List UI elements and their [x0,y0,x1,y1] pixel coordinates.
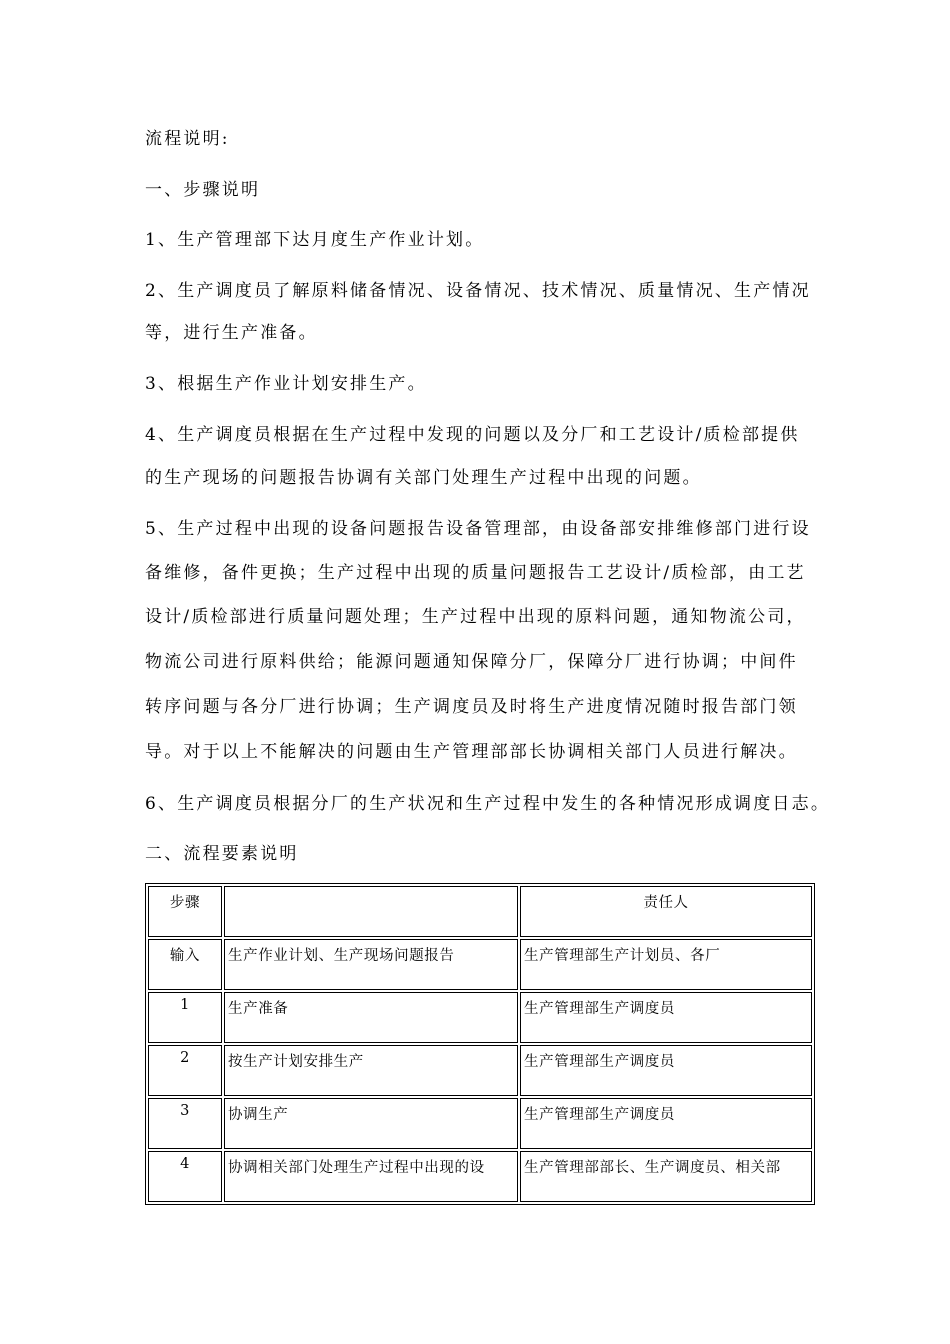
step-cell: 输入 [148,939,222,990]
step-paragraph-5-line-2: 备维修，备件更换；生产过程中出现的质量问题报告工艺设计/质检部，由工艺 [145,563,806,583]
description-cell: 协调生产 [224,1098,518,1149]
step-paragraph-5-line-6: 导。对于以上不能解决的问题由生产管理部部长协调相关部门人员进行解决。 [145,742,798,762]
header-step: 步骤 [148,886,222,937]
step-cell: 2 [148,1045,222,1096]
step-paragraph-2-line-2: 等，进行生产准备。 [145,323,318,343]
description-cell: 生产准备 [224,992,518,1043]
step-paragraph-3: 3、根据生产作业计划安排生产。 [145,374,427,394]
table-header-row [148,886,812,937]
step-paragraph-2-line-1: 2、生产调度员了解原料储备情况、设备情况、技术情况、质量情况、生产情况 [145,281,811,301]
table-row [148,1045,812,1096]
header-owner: 责任人 [520,886,812,937]
section-heading-steps: 一、步骤说明 [145,180,261,200]
step-paragraph-1: 1、生产管理部下达月度生产作业计划。 [145,230,485,250]
header-description [224,886,518,937]
table-row [148,1098,812,1149]
description-cell: 生产作业计划、生产现场问题报告 [224,939,518,990]
owner-cell: 生产管理部部长、生产调度员、相关部 [520,1151,812,1202]
owner-cell: 生产管理部生产计划员、各厂 [520,939,812,990]
step-cell: 3 [148,1098,222,1149]
step-paragraph-5-line-4: 物流公司进行原料供给；能源问题通知保障分厂，保障分厂进行协调；中间件 [145,652,798,672]
step-cell: 1 [148,992,222,1043]
owner-cell: 生产管理部生产调度员 [520,1098,812,1149]
step-paragraph-5-line-5: 转序问题与各分厂进行协调；生产调度员及时将生产进度情况随时报告部门领 [145,697,798,717]
section-heading-elements: 二、流程要素说明 [145,844,299,864]
step-paragraph-5-line-1: 5、生产过程中出现的设备问题报告设备管理部，由设备部安排维修部门进行设 [145,519,811,539]
step-paragraph-4-line-1: 4、生产调度员根据在生产过程中发现的问题以及分厂和工艺设计/质检部提供 [145,425,800,445]
document-title: 流程说明: [145,129,230,149]
description-cell: 按生产计划安排生产 [224,1045,518,1096]
table-row [148,992,812,1043]
description-cell: 协调相关部门处理生产过程中出现的设 [224,1151,518,1202]
process-elements-table [145,883,815,1205]
table-row [148,1151,812,1202]
owner-cell: 生产管理部生产调度员 [520,992,812,1043]
step-paragraph-4-line-2: 的生产现场的问题报告协调有关部门处理生产过程中出现的问题。 [145,468,702,488]
step-paragraph-5-line-3: 设计/质检部进行质量问题处理；生产过程中出现的原料问题，通知物流公司， [145,607,806,627]
step-paragraph-6: 6、生产调度员根据分厂的生产状况和生产过程中发生的各种情况形成调度日志。 [145,794,831,814]
table-row [148,939,812,990]
owner-cell: 生产管理部生产调度员 [520,1045,812,1096]
step-cell: 4 [148,1151,222,1202]
